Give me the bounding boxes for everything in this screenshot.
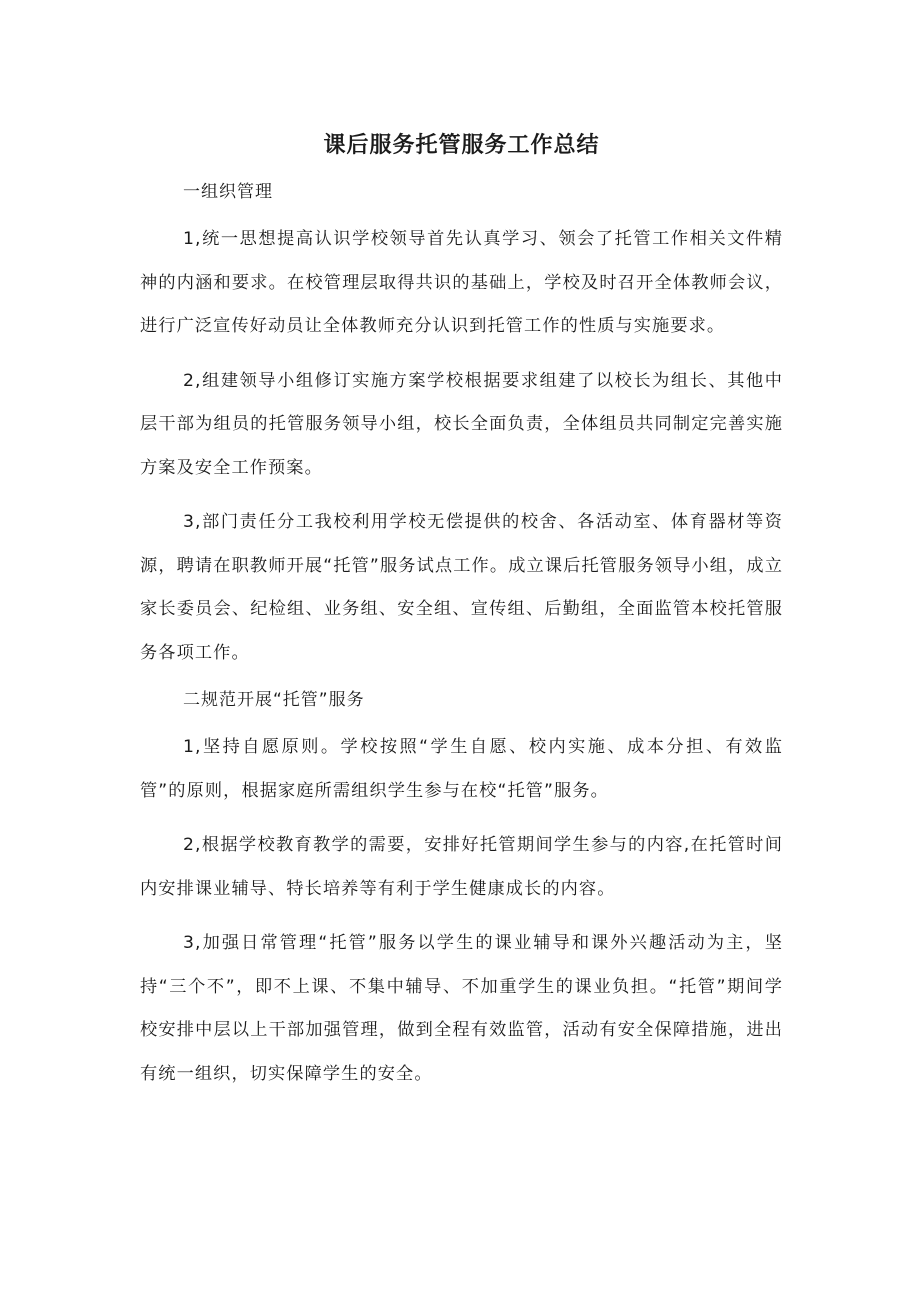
document-title: 课后服务托管服务工作总结 [323, 133, 600, 158]
document-page [140, 128, 783, 1107]
section-heading-organization: 一组织管理 [183, 182, 273, 202]
paragraph-leadership-group: 2,组建领导小组修订实施方案学校根据要求组建了以校长为组长、其他中层干部为组员的托管服务领导小组，校长全面负责，全体组员共同制定完善实施方案及安全工作预案。 [140, 370, 783, 478]
section-heading-standardized-service: 二规范开展“托管”服务 [183, 690, 365, 710]
section-organization [140, 178, 783, 675]
paragraph-voluntary-principle: 1,坚持自愿原则。学校按照“学生自愿、校内实施、成本分担、有效监管”的原则，根据家庭所需组织学生参与在校“托管”服务。 [140, 737, 783, 801]
paragraph-arrange-content: 2,根据学校教育教学的需要，安排好托管期间学生参与的内容,在托管时间内安排课业辅导、特长培养等有利于学生健康成长的内容。 [140, 835, 783, 899]
paragraph-responsibility-division: 3,部门责任分工我校利用学校无偿提供的校舍、各活动室、体育器材等资源，聘请在职教师开展“托管”服务试点工作。成立课后托管服务领导小组，成立家长委员会、纪检组、业务组、安全组、宣传组、后勤组，全面监管本校托管服务各项工作。 [140, 512, 783, 663]
paragraph-unify-thinking: 1,统一思想提高认识学校领导首先认真学习、领会了托管工作相关文件精神的内涵和要求。在校管理层取得共识的基础上，学校及时召开全体教师会议，进行广泛宣传好动员让全体教师充分认识到托管工作的性质与实施要求。 [140, 229, 783, 336]
paragraph-daily-management: 3,加强日常管理“托管”服务以学生的课业辅导和课外兴趣活动为主，坚持“三个不”，即不上课、不集中辅导、不加重学生的课业负担。“托管”期间学校安排中层以上干部加强管理，做到全程有效监管，活动有安全保障措施，进出有统一组织，切实保障学生的安全。 [140, 933, 783, 1084]
section-standardized-service [140, 686, 783, 1096]
